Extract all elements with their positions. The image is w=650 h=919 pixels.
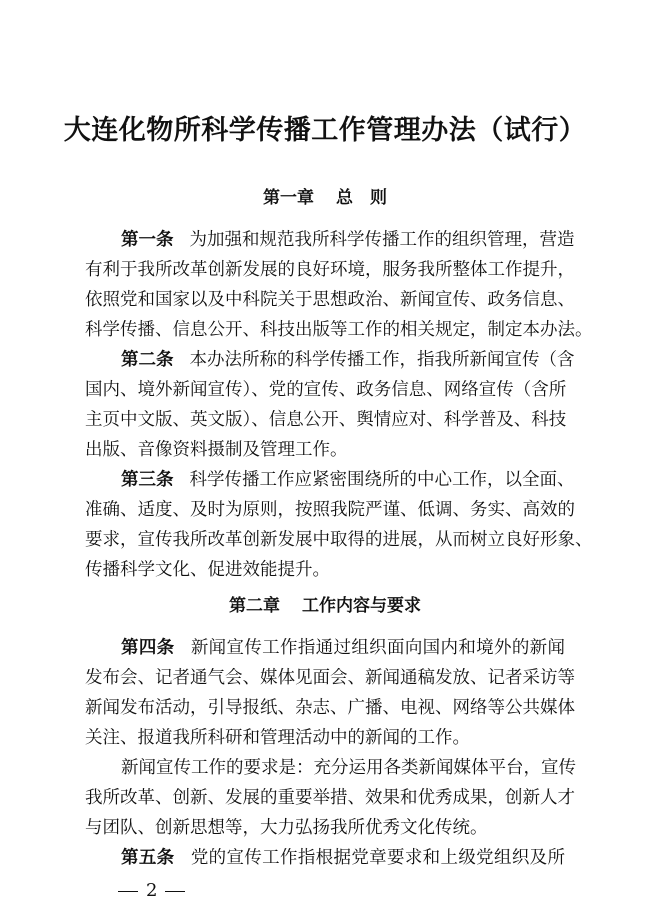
article-3-label: 第三条 — [121, 470, 174, 490]
article-3-line-3: 要求，宣传我所改革创新发展中取得的进展，从而树立良好形象、 — [85, 530, 593, 550]
article-2-label: 第二条 — [121, 350, 174, 370]
article-1-label: 第一条 — [121, 230, 174, 250]
page-number-value: 2 — [146, 880, 158, 901]
article-5-text-1: 党的宣传工作指根据党章要求和上级党组织及所 — [190, 848, 565, 868]
article-4-line-4: 关注、报道我所科研和管理活动中的新闻的工作。 — [85, 728, 470, 748]
chapter-2-heading — [60, 594, 590, 618]
page-number-dash-left — [118, 891, 138, 892]
article-3-line-4: 传播科学文化、促进效能提升。 — [85, 560, 330, 580]
requirements-line-1: 新闻宣传工作的要求是：充分运用各类新闻媒体平台，宣传 — [121, 758, 576, 778]
article-2-line-2: 国内、境外新闻宣传）、党的宣传、政务信息、网络宣传（含所 — [85, 380, 567, 400]
article-4-line-2: 发布会、记者通气会、媒体见面会、新闻通稿发放、记者采访等 — [85, 668, 575, 688]
requirements-line-3: 与团队、创新思想等，大力弘扬我所优秀文化传统。 — [85, 818, 488, 838]
article-2-line-3: 主页中文版、英文版）、信息公开、舆情应对、科学普及、科技 — [85, 410, 567, 430]
article-1-text-1: 为加强和规范我所科学传播工作的组织管理，营造 — [189, 230, 575, 250]
document-title: 大连化物所科学传播工作管理办法（试行） — [63, 115, 587, 146]
article-1-line-4: 科学传播、信息公开、科技出版等工作的相关规定，制定本办法。 — [85, 320, 593, 340]
page-number-dash-right — [165, 891, 185, 892]
article-5-line-1 — [121, 843, 565, 873]
article-1-line-1 — [121, 225, 575, 255]
article-1-line-2: 有利于我所改革创新发展的良好环境，服务我所整体工作提升， — [85, 260, 575, 280]
article-2-line-1 — [121, 345, 575, 375]
article-3-text-1: 科学传播工作应紧密围绕所的中心工作，以全面、 — [189, 470, 575, 490]
article-1-line-3: 依照党和国家以及中科院关于思想政治、新闻宣传、政务信息、 — [85, 290, 575, 310]
chapter-2-prefix: 第二章 — [229, 596, 280, 616]
article-2-line-4: 出版、音像资料摄制及管理工作。 — [85, 440, 348, 460]
chapter-1-prefix: 第一章 — [263, 188, 314, 208]
requirements-line-2: 我所改革、创新、发展的重要举措、效果和优秀成果，创新人才 — [85, 788, 575, 808]
page-number — [110, 878, 193, 904]
article-4-line-1 — [121, 633, 565, 663]
article-2-text-1: 本办法所称的科学传播工作，指我所新闻宣传（含 — [189, 350, 575, 370]
article-5-label: 第五条 — [121, 848, 175, 868]
chapter-1-heading — [60, 186, 590, 210]
article-3-line-1 — [121, 465, 575, 495]
article-3-line-2: 准确、适度、及时为原则，按照我院严谨、低调、务实、高效的 — [85, 500, 575, 520]
article-4-line-3: 新闻发布活动，引导报纸、杂志、广播、电视、网络等公共媒体 — [85, 698, 575, 718]
chapter-1-name: 总 则 — [336, 188, 387, 208]
article-4-text-1: 新闻宣传工作指通过组织面向国内和境外的新闻 — [190, 638, 565, 658]
article-4-label: 第四条 — [121, 638, 175, 658]
chapter-2-name: 工作内容与要求 — [302, 596, 421, 616]
